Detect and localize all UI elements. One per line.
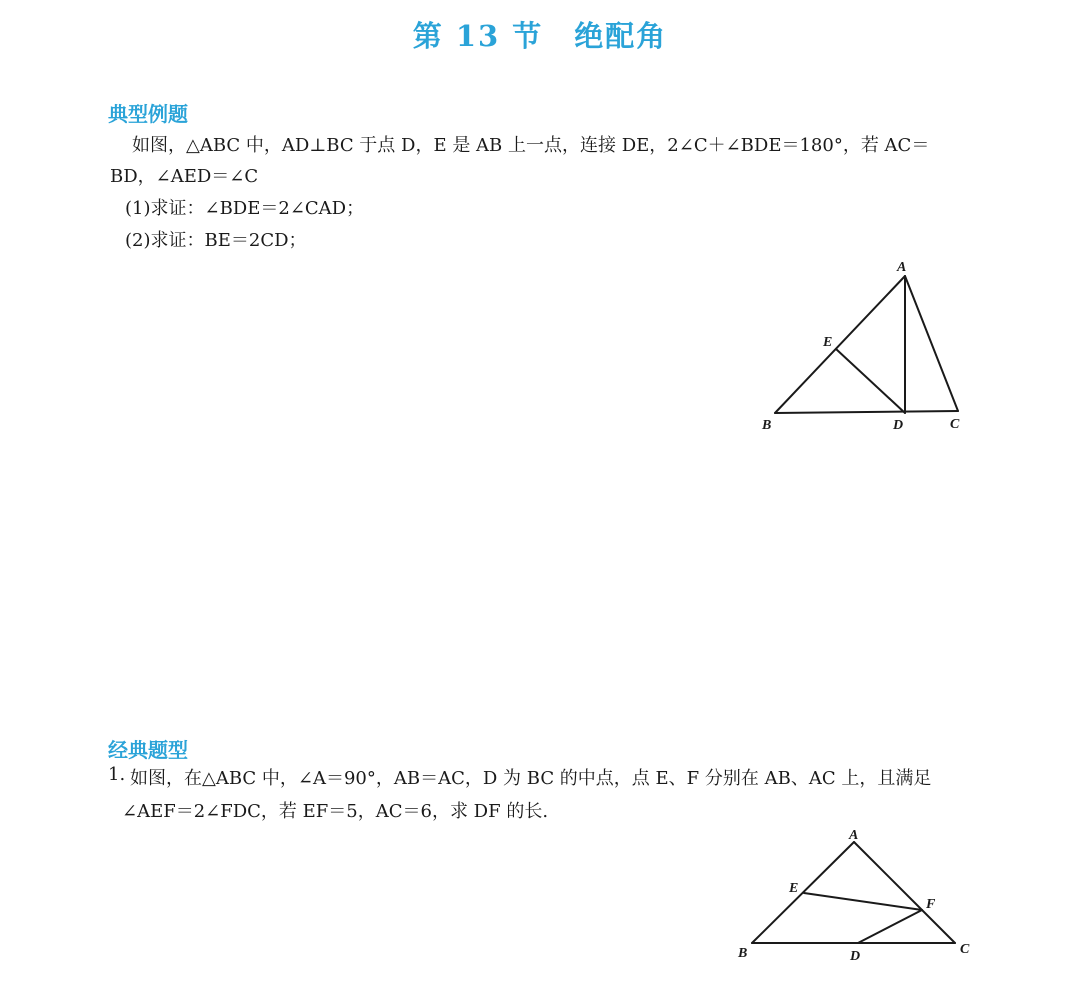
label-b: B [738, 946, 748, 961]
label-b: B [762, 418, 772, 433]
segment-ef [804, 893, 922, 910]
segment-ab [775, 276, 905, 413]
segment-ac [905, 276, 958, 411]
example-question-1: (1)求证：∠BDE＝2∠CAD； [125, 198, 365, 219]
classic-figure [730, 822, 980, 986]
label-a: A [849, 828, 859, 843]
label-d: D [893, 418, 904, 433]
section-heading-classic: 经典题型 [108, 738, 188, 762]
label-c: C [950, 417, 960, 432]
classic-problem-number: 1. [108, 764, 126, 785]
label-a: A [897, 260, 907, 275]
segment-bc [775, 411, 958, 413]
example-question-2: (2)求证：BE＝2CD； [125, 230, 307, 251]
section-heading-example: 典型例题 [108, 102, 188, 126]
segment-ab [752, 842, 854, 943]
label-c: C [960, 942, 970, 957]
classic-text-line-2: ∠AEF＝2∠FDC，若 EF＝5，AC＝6，求 DF 的长. [122, 801, 549, 822]
label-f: F [926, 897, 936, 912]
label-e: E [789, 881, 799, 896]
example-text-line-2: BD，∠AED＝∠C [110, 166, 259, 187]
example-text-line-1: 如图，△ABC 中，AD⊥BC 于点 D，E 是 AB 上一点，连接 DE，2∠C＋∠BDE＝180°，若 AC＝ [132, 135, 930, 156]
label-d: D [850, 949, 861, 964]
classic-text-line-1: 如图，在△ABC 中，∠A＝90°，AB＝AC，D 为 BC 的中点，点 E、F 分别在 AB、AC 上，且满足 [130, 768, 932, 789]
example-figure [750, 250, 980, 444]
segment-ed [836, 349, 905, 413]
segment-ac [854, 842, 955, 943]
page-title: 第 13 节 绝配角 [412, 19, 668, 53]
label-e: E [823, 335, 833, 350]
segment-df [858, 910, 922, 943]
